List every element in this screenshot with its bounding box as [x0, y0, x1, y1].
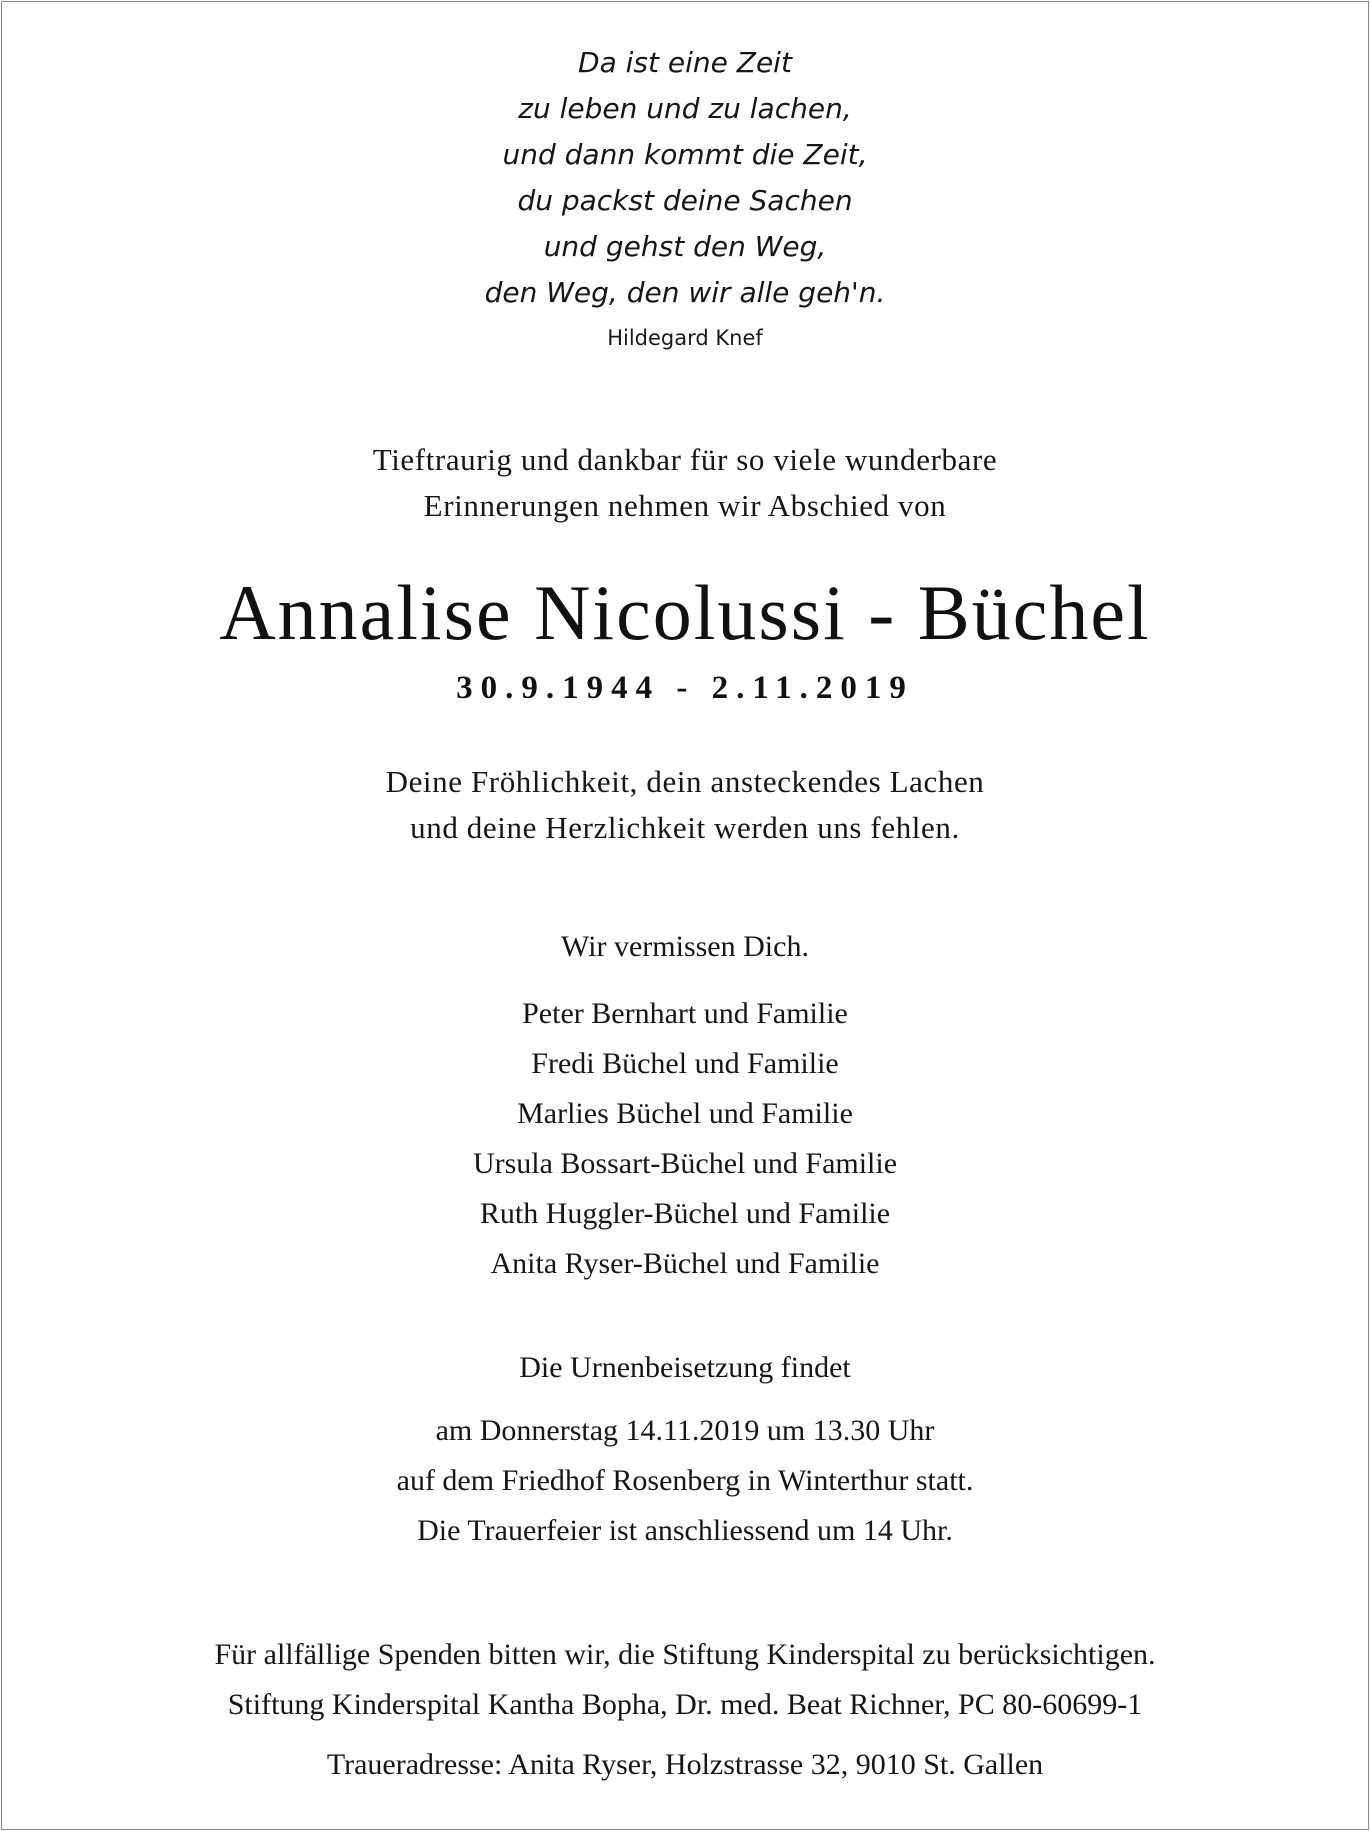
donation-line: Für allfällige Spenden bitten wir, die Stiftung Kinderspital zu berücksichtigen.	[214, 1638, 1156, 1671]
family-member: Anita Ryser-Büchel und Familie	[490, 1247, 880, 1280]
poem	[2, 40, 1368, 316]
intro-text	[2, 437, 1368, 529]
mourning-address: Traueradresse: Anita Ryser, Holzstrasse 32, 9010 St. Gallen	[326, 1748, 1044, 1781]
burial-details	[2, 1406, 1368, 1556]
obituary-card	[1, 1, 1369, 1830]
family-member: Ursula Bossart-Büchel und Familie	[472, 1147, 898, 1180]
donation-line: Stiftung Kinderspital Kantha Bopha, Dr. med. Beat Richner, PC 80-60699-1	[227, 1688, 1143, 1721]
burial-line: Die Trauerfeier ist anschliessend um 14 Uhr.	[417, 1514, 953, 1547]
poem-author: Hildegard Knef	[607, 326, 763, 350]
burial-line: am Donnerstag 14.11.2019 um 13.30 Uhr	[435, 1414, 935, 1447]
poem-line: und dann kommt die Zeit,	[502, 138, 868, 171]
miss-text: Wir vermissen Dich.	[561, 930, 809, 963]
poem-line: Da ist eine Zeit	[578, 46, 792, 79]
donation-note	[2, 1630, 1368, 1730]
poem-line: und gehst den Weg,	[543, 230, 827, 263]
family-member: Ruth Huggler-Büchel und Familie	[479, 1197, 891, 1230]
family-member: Marlies Büchel und Familie	[517, 1097, 853, 1130]
tribute-line: Deine Fröhlichkeit, dein ansteckendes Lachen	[385, 764, 985, 799]
life-dates: 30.9.1944 - 2.11.2019	[456, 670, 914, 706]
burial-line: auf dem Friedhof Rosenberg in Winterthur statt.	[396, 1464, 974, 1497]
family-member: Peter Bernhart und Familie	[522, 997, 848, 1030]
poem-line: zu leben und zu lachen,	[518, 92, 852, 125]
intro-line: Tieftraurig und dankbar für so viele wunderbare	[372, 442, 998, 477]
poem-line: du packst deine Sachen	[517, 184, 853, 217]
tribute-text	[2, 759, 1368, 851]
tribute-line: und deine Herzlichkeit werden uns fehlen.	[410, 810, 960, 845]
family-member: Fredi Büchel und Familie	[531, 1047, 839, 1080]
poem-line: den Weg, den wir alle geh'n.	[484, 276, 886, 309]
burial-intro: Die Urnenbeisetzung findet	[519, 1351, 851, 1384]
deceased-name: Annalise Nicolussi - Büchel	[219, 569, 1151, 656]
family-list	[2, 989, 1368, 1289]
intro-line: Erinnerungen nehmen wir Abschied von	[423, 488, 947, 523]
